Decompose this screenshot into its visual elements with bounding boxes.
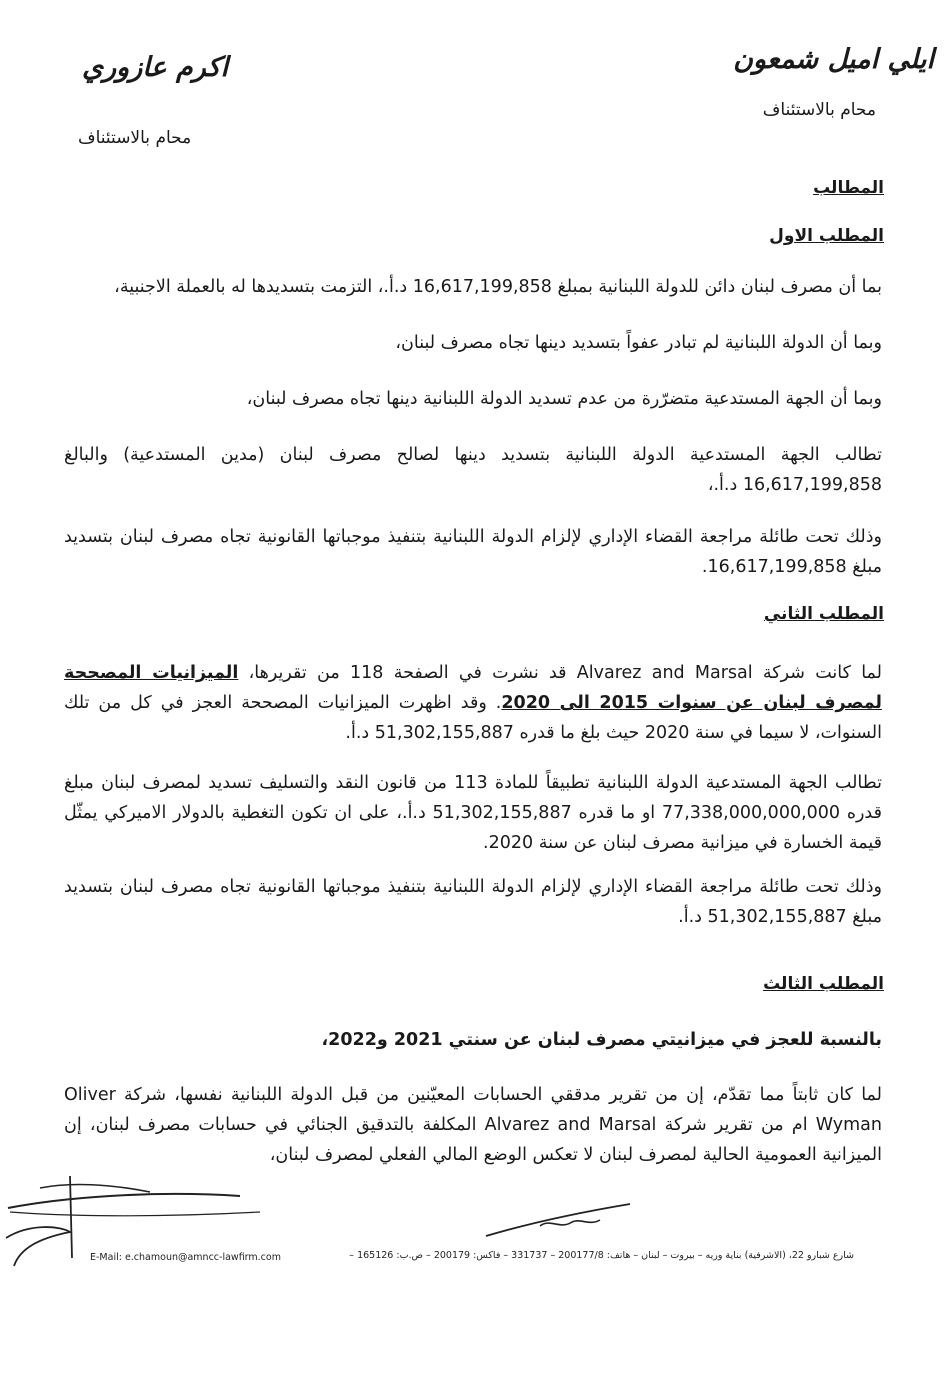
demand1-paragraph-5: وذلك تحت طائلة مراجعة القضاء الإداري لإلزام الدولة اللبنانية بتنفيذ موجباتها القانونية تجاه مصرف لبنان بتسديد مبلغ 16,617,199,858. <box>64 527 882 577</box>
footer-address: شارع شبارو 22، (الاشرفية) بناية وريه – بيروت – لبنان – هاتف: 200177/8 – 331737 – فاكس: 200179 – ص.ب: 165126 – <box>349 1250 854 1261</box>
demand2-heading: المطلب الثاني <box>763 604 884 624</box>
demand3-heading: المطلب الثالث <box>763 974 884 994</box>
demand1-paragraph-4: تطالب الجهة المستدعية الدولة اللبنانية بتسديد دينها لصالح مصرف لبنان (مدين المستدعية) والبالغ 16,617,199,858 د.أ.، <box>64 445 882 495</box>
demand2-p1-end: . وقد اظهرت الميزانيات المصححة العجز في كل من تلك السنوات، لا سيما في سنة 2020 حيث بلغ ما قدره 51,302,155,887 د.أ. <box>64 693 882 743</box>
demand2-paragraph-3: وذلك تحت طائلة مراجعة القضاء الإداري لإلزام الدولة اللبنانية بتنفيذ موجباتها القانونية تجاه مصرف لبنان بتسديد مبلغ 51,302,155,887 د.أ. <box>64 877 882 927</box>
demand2-p1-underlined: الميزانيات المصححة لمصرف لبنان عن سنوات 2015 الى 2020 <box>64 663 882 713</box>
lawyer-left-name: اكرم عازوري <box>82 52 228 83</box>
demand3-subheading: بالنسبة للعجز في ميزانيتي مصرف لبنان عن سنتي 2021 و2022، <box>321 1030 882 1050</box>
demand2-paragraph-2: تطالب الجهة المستدعية الدولة اللبنانية تطبيقاً للمادة 113 من قانون النقد والتسليف تسديد لمصرف لبنان مبلغ قدره 77,338,000,000,000 او ما قدره 51,302,155,887 د.أ.، على ان تكون التغطية بالدولار الاميركي يمثّل قيمة الخسارة في ميزانية مصرف لبنان عن سنة 2020. <box>64 773 882 853</box>
demand2-p1-start: لما كانت شركة Alvarez and Marsal قد نشرت في الصفحة 118 من تقريرها، <box>238 663 882 683</box>
lawyer-left-title: محام بالاستئناف <box>78 128 192 148</box>
lawyer-right-title: محام بالاستئناف <box>762 100 876 120</box>
demand3-paragraph-1: لما كان ثابتاً مما تقدّم، إن من تقرير مدققي الحسابات المعيّنين من قبل الدولة اللبنانية نفسها، شركة Oliver Wyman ام من تقرير شركة Alvarez and Marsal المكلفة بالتدقيق الجنائي في حسابات مصرف لبنان، إن الميزانية العمومية الحالية لمصرف لبنان لا تعكس الوضع المالي الفعلي لمصرف لبنان، <box>64 1085 882 1165</box>
footer-email: E-Mail: e.chamoun@amncc-lawfirm.com <box>90 1252 281 1263</box>
demand1-paragraph-3: وبما أن الجهة المستدعية متضرّرة من عدم تسديد الدولة اللبنانية دينها تجاه مصرف لبنان، <box>246 389 882 409</box>
demand1-paragraph-2: وبما أن الدولة اللبنانية لم تبادر عفواً بتسديد دينها تجاه مصرف لبنان، <box>395 333 882 353</box>
signature-center <box>480 1196 660 1246</box>
lawyer-right-name: ايلي اميل شمعون <box>733 44 934 75</box>
demand2-paragraph-1 <box>64 658 882 748</box>
demand1-heading: المطلب الاول <box>769 226 884 246</box>
demand1-paragraph-1: بما أن مصرف لبنان دائن للدولة اللبنانية بمبلغ 16,617,199,858 د.أ.، التزمت بتسديدها له بالعملة الاجنبية، <box>114 277 882 297</box>
section-title: المطالب <box>813 178 884 198</box>
